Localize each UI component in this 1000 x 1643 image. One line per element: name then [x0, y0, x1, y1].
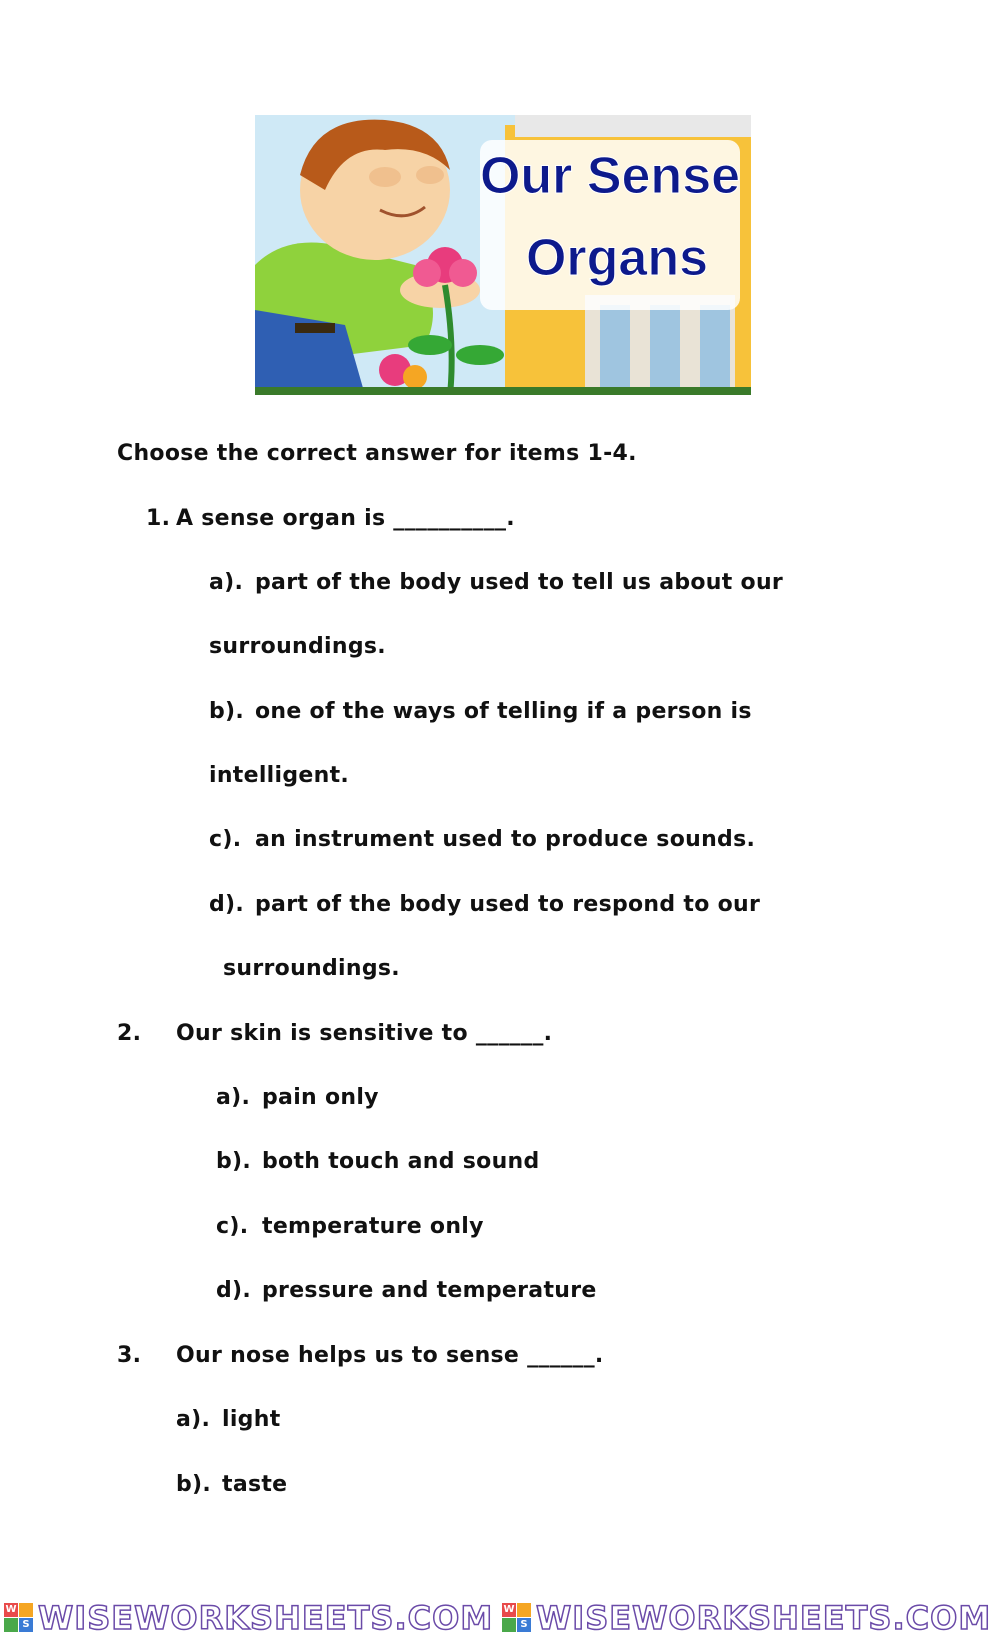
wiseworksheets-logo-icon: W S — [4, 1603, 34, 1633]
watermark-text: WISEWORKSHEETS.COM — [38, 1599, 494, 1637]
banner-illustration — [255, 115, 751, 395]
q2-option-b-text: both touch and sound — [262, 1149, 540, 1174]
q1-option-a-letter: a). — [209, 570, 244, 595]
q1-option-c-text: an instrument used to produce sounds. — [255, 827, 756, 852]
banner-title-line1: Our Sense — [479, 147, 741, 205]
q2-option-b-letter: b). — [216, 1149, 252, 1174]
question-1-prompt: A sense organ is __________. — [176, 506, 515, 531]
q2-option-c-letter: c). — [216, 1214, 249, 1239]
q1-option-a-text: part of the body used to tell us about our — [255, 570, 784, 595]
q1-option-b-text: one of the ways of telling if a person is — [255, 699, 752, 724]
q1-option-b-letter: b). — [209, 699, 245, 724]
wiseworksheets-logo-icon: W S — [502, 1603, 532, 1633]
watermark-text-repeat: WISEWORKSHEETS.COM — [536, 1599, 992, 1637]
question-2-number: 2. — [117, 1021, 142, 1046]
q1-option-d-text: part of the body used to respond to our — [255, 892, 761, 917]
q1-option-d-letter: d). — [209, 892, 245, 917]
q2-option-d-text: pressure and temperature — [262, 1278, 597, 1303]
q3-option-a-text: light — [222, 1407, 281, 1432]
q1-option-d-text-line2: surroundings. — [223, 956, 400, 981]
question-1-number: 1. — [146, 506, 171, 531]
q2-option-a-letter: a). — [216, 1085, 251, 1110]
question-2-prompt: Our skin is sensitive to ______. — [176, 1021, 553, 1046]
q2-option-a-text: pain only — [262, 1085, 379, 1110]
banner-title-line2: Organs — [525, 229, 709, 287]
q1-option-a-text-line2: surroundings. — [209, 634, 386, 659]
footer-watermark — [0, 1595, 1000, 1643]
q1-option-c-letter: c). — [209, 827, 242, 852]
q2-option-c-text: temperature only — [262, 1214, 484, 1239]
q3-option-b-letter: b). — [176, 1472, 212, 1497]
instructions: Choose the correct answer for items 1-4. — [117, 441, 637, 466]
q3-option-b-text: taste — [222, 1472, 288, 1497]
q3-option-a-letter: a). — [176, 1407, 211, 1432]
q1-option-b-text-line2: intelligent. — [209, 763, 350, 788]
q2-option-d-letter: d). — [216, 1278, 252, 1303]
question-3-number: 3. — [117, 1343, 142, 1368]
question-3-prompt: Our nose helps us to sense ______. — [176, 1343, 604, 1368]
